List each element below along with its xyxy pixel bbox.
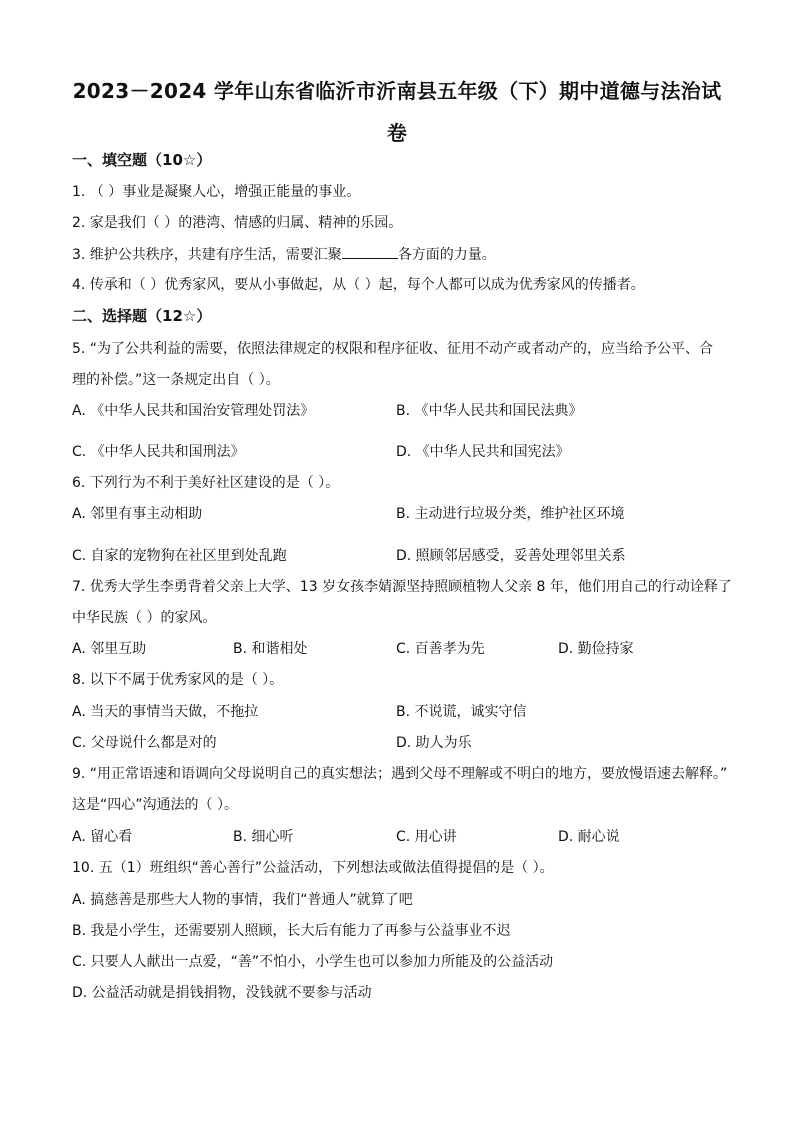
question-6-option-a: A. 邻里有事主动相助: [72, 506, 203, 522]
question-3-text-after: 各方面的力量。: [397, 247, 496, 263]
question-6-option-b: B. 主动进行垃圾分类，维护社区环境: [396, 506, 625, 522]
answer-blank: [342, 244, 398, 259]
question-6-stem: 6. 下列行为不利于美好社区建设的是（ ）。: [72, 475, 340, 491]
question-10-option-b: B. 我是小学生，还需要别人照顾，长大后有能力了再参与公益事业不迟: [72, 923, 511, 939]
page-title: [60, 70, 734, 154]
question-3: [72, 244, 754, 265]
question-9-option-c: C. 用心讲: [396, 829, 457, 845]
section-2-heading: 二、选择题（12☆）: [72, 307, 212, 325]
title-line-1: 2023－2024 学年山东省临沂市沂南县五年级（下）期中道德与法治试: [72, 79, 722, 103]
title-line-2: 卷: [386, 121, 408, 145]
question-7-option-b: B. 和谐相处: [233, 641, 308, 657]
question-6-option-c: C. 自家的宠物狗在社区里到处乱跑: [72, 548, 287, 564]
question-8-option-b: B. 不说谎，诚实守信: [396, 704, 527, 720]
question-2: 2. 家是我们（ ）的港湾、情感的归属、精神的乐园。: [72, 215, 403, 231]
question-9-option-b: B. 细心听: [233, 829, 294, 845]
question-7-option-a: A. 邻里互助: [72, 641, 147, 657]
question-10-option-c: C. 只要人人献出一点爱，“善”不怕小，小学生也可以参加力所能及的公益活动: [72, 954, 554, 970]
question-8-option-a: A. 当天的事情当天做，不拖拉: [72, 704, 259, 720]
question-5-option-b: B. 《中华人民共和国民法典》: [396, 403, 583, 419]
question-7-option-d: D. 勤俭持家: [558, 641, 634, 657]
question-7-line-1: 7. 优秀大学生李勇背着父亲上大学、13 岁女孩李婧源坚持照顾植物人父亲 8 年，他们用自己的行动诠释了: [72, 579, 732, 595]
question-5-line-1: 5. “为了公共利益的需要，依照法律规定的权限和程序征收、征用不动产或者动产的，应当给予公平、合: [72, 341, 714, 357]
question-3-text-before: 3. 维护公共秩序，共建有序生活，需要汇聚: [72, 247, 342, 263]
question-7-line-2: 中华民族（ ）的家风。: [72, 610, 217, 626]
question-6-option-d: D. 照顾邻居感受，妥善处理邻里关系: [396, 548, 626, 564]
question-5-option-c: C. 《中华人民共和国刑法》: [72, 444, 245, 460]
question-8-stem: 8. 以下不属于优秀家风的是（ ）。: [72, 672, 284, 688]
section-1-heading: 一、填空题（10☆）: [72, 151, 212, 169]
question-5-option-a: A. 《中华人民共和国治安管理处罚法》: [72, 403, 315, 419]
question-10-option-d: D. 公益活动就是捐钱捐物，没钱就不要参与活动: [72, 985, 372, 1001]
question-8-option-d: D. 助人为乐: [396, 735, 472, 751]
question-9-line-2: 这是“四心”沟通法的（ ）。: [72, 797, 238, 813]
question-9-option-d: D. 耐心说: [558, 829, 620, 845]
question-7-option-c: C. 百善孝为先: [396, 641, 485, 657]
question-10-stem: 10. 五（1）班组织“善心善行”公益活动，下列想法或做法值得提倡的是（ ）。: [72, 860, 554, 876]
question-9-line-1: 9. “用正常语速和语调向父母说明自己的真实想法；遇到父母不理解或不明白的地方，要放慢语速去解释。”: [72, 766, 728, 782]
question-1: 1. （ ）事业是凝聚人心，增强正能量的事业。: [72, 184, 361, 200]
question-9-option-a: A. 留心看: [72, 829, 133, 845]
question-10-option-a: A. 搞慈善是那些大人物的事情，我们“普通人”就算了吧: [72, 892, 413, 908]
question-8-option-c: C. 父母说什么都是对的: [72, 735, 217, 751]
question-4: 4. 传承和（ ）优秀家风，要从小事做起，从（ ）起，每个人都可以成为优秀家风的传播者。: [72, 277, 645, 293]
question-5-option-d: D. 《中华人民共和国宪法》: [396, 444, 570, 460]
question-5-line-2: 理的补偿。”这一条规定出自（ ）。: [72, 372, 280, 388]
